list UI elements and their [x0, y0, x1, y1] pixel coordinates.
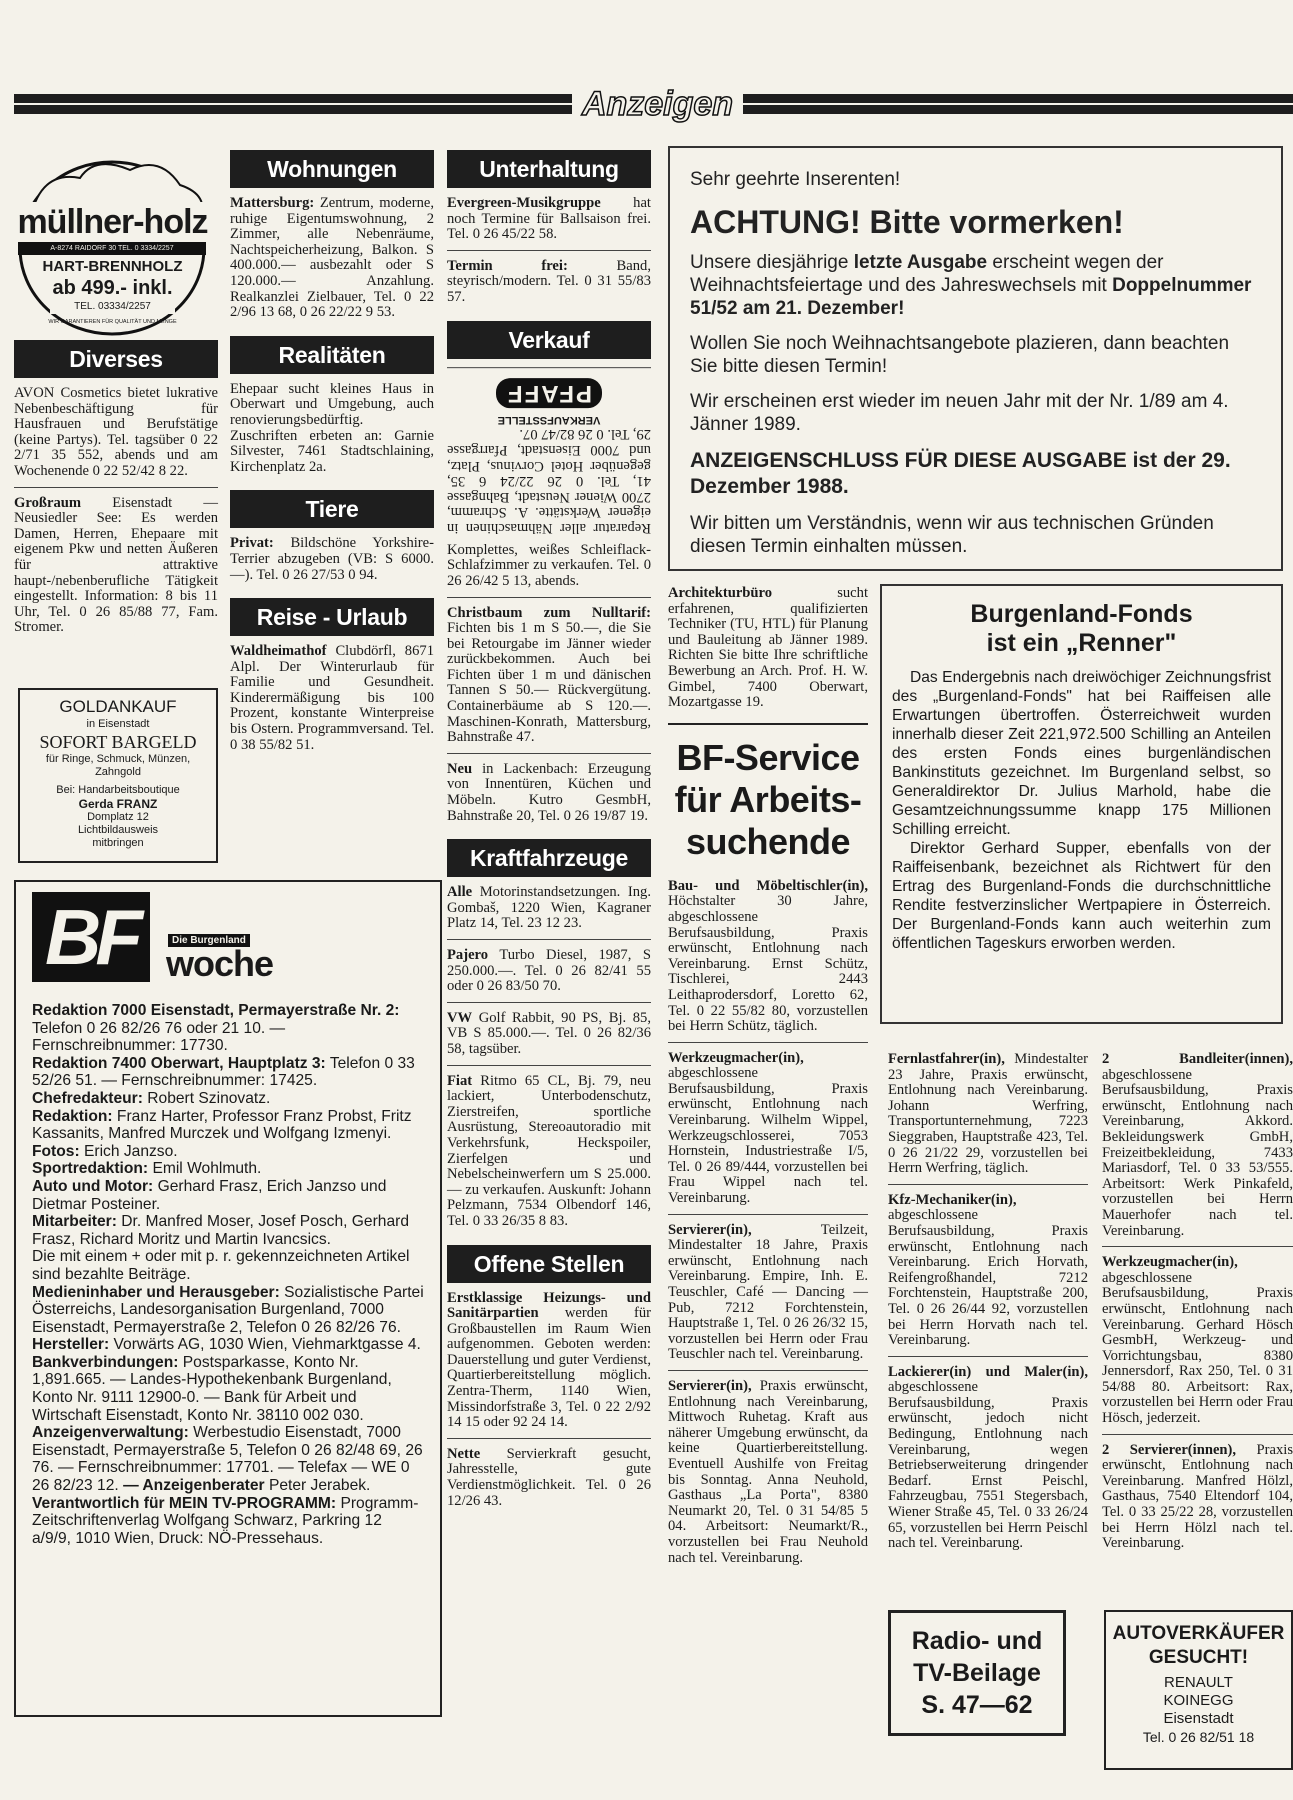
bf-service-title: BF-Service für Arbeits-suchende: [674, 736, 862, 862]
ad-neu: Neu in Lackenbach: Erzeugung von Innentüren, Küchen und Möbeln. Kutro GesmbH, Bahnstraße 20, Tel. 0 26 19/87 19.: [447, 760, 651, 824]
column-6: [1102, 1052, 1293, 1567]
fonds-p1: Das Endergebnis nach dreiwöchiger Zeichnungsfrist des „Burgenland-Fonds" hat bei Raiffeisen alle Erwartungen übertroffen. Österreichweit wurden innerhalb dieser Zeit 221,972.500 Schilling an Anteilen des ersten Fonds eines burgenländischen Bankinstituts gezeichnet. Im Burgenland selbst, so Generaldirektor Dr. Julius Marhold, habe die Gesamtzeichnungssumme knapp 175 Millionen Schilling erreicht.: [892, 669, 1271, 838]
fonds-title-2: ist ein „Renner": [986, 629, 1177, 657]
radio-tv-beilage: Radio- und TV-Beilage S. 47—62: [888, 1610, 1066, 1736]
ad-vw-golf: VW Golf Rabbit, 90 PS, Bj. 85, VB S 85.000.—. Tel. 0 26 82/36 58, tagsüber.: [447, 1011, 651, 1066]
header-verkauf: Verkauf: [447, 321, 651, 359]
fonds-p2: Direktor Gerhard Supper, ebenfalls von der Raiffeisenbank, bezeichnet als Richtwert für den Ertrag des Burgenland-Fonds die durchschnittliche Rendite festverzinslicher Wertpapiere in Österreich. Der Burgenland-Fonds kann auch weiterhin zum öffentlichen Tageskurs erworben werden.: [892, 840, 1271, 952]
ad-bandleiter: 2 Bandleiter(innen), abgeschlossene Berufsausbildung, Praxis erwünscht, Entlohnung nach Vereinbarung, Akkord. Bekleidungswerk GmbH, Freizeitbekleidung, 7433 Mariasdorf, Tel. 0 33 53/555. Arbeitsort: Werk Pinkafeld, vorzustellen bei Herrn Mauerhofer nach tel. Vereinbarung.: [1102, 1052, 1293, 1247]
ad-servierer-3: 2 Servierer(innen), Praxis erwünscht, Entlohnung nach Vereinbarung. Manfred Hölzl, Gasthaus, 7540 Eltendorf 104, Tel. 0 33 25/22 28, vorzustellen bei Herrn Hölzl nach tel. Vereinbarung.: [1102, 1441, 1293, 1552]
goldankauf-box: GOLDANKAUF in Eisenstadt SOFORT BARGELD für Ringe, Schmuck, Münzen, Zahngold Bei: Handarbeitsboutique Gerda FRANZ Domplatz 12 Lichtbildausweis mitbringen: [18, 688, 218, 863]
notice-p2: Wollen Sie noch Weihnachtsangebote plazieren, dann beachten Sie bitte diesen Termin!: [690, 333, 1230, 377]
header-kraftfahrzeuge: Kraftfahrzeuge: [447, 839, 651, 877]
header-unterhaltung: Unterhaltung: [447, 150, 651, 188]
autoverkaeufer-ad: AUTOVERKÄUFER GESUCHT! RENAULT KOINEGG Eisenstadt Tel. 0 26 82/51 18: [1104, 1610, 1293, 1770]
column-2: [230, 150, 434, 768]
ad-servierkraft: Nette Servierkraft gesucht, Jahresstelle, gute Verdienstmöglichkeit. Tel. 0 26 12/26 43.: [447, 1445, 651, 1509]
notice-headline: ACHTUNG! Bitte vormerken!: [690, 204, 1124, 240]
fonds-title-1: Burgenland-Fonds: [970, 600, 1193, 628]
ad-tischler: Bau- und Möbeltischler(in), Höchstalter 30 Jahre, abgeschlossene Berufsausbildung, Praxis erwünscht, Entlohnung nach Vereinbarung. Ernst Schütz, Tischlerei, 2443 Leithaprodersdorf, Loretto 62, Tel. 0 22 55/82 80, vorzustellen bei Herrn Schütz, täglich.: [668, 879, 868, 1043]
ad-servierer-1: Servierer(in), Teilzeit, Mindestalter 18 Jahre, Praxis erwünscht, Entlohnung nach Vereinbarung. Empire, Inh. E. Teuschler, Café — Dancing — Pub, 7212 Forchtenstein, Hauptstraße 1, Tel. 0 26 26/32 15, vorzustellen bei Herrn oder Frau Teuschler nach tel. Vereinbarung.: [668, 1223, 868, 1371]
section-title: Anzeigen: [581, 85, 734, 123]
ad-mattersburg: Mattersburg: Zentrum, moderne, ruhige Eigentumswohnung, 2 Zimmer, alle Nebenräume, Nachtspeicherheizung, Balkon. S 400.000.— ausbezahlt oder S 120.000.— Anzahlung. Realkanzlei Zielbauer, Tel. 0 22 2/96 13 68, 0 26 22/22 9 53.: [230, 195, 434, 321]
ad-werkzeugmacher-1: Werkzeugmacher(in), abgeschlossene Berufsausbildung, Praxis erwünscht, Entlohnung nach Vereinbarung. Wilhelm Wippel, Werkzeugschlosserei, 7053 Hornstein, Industriestraße I/5, Tel. 0 26 89/444, vorzustellen bei Frau Wippel nach tel. Vereinbarung.: [668, 1051, 868, 1215]
ad-heizung: Erstklassige Heizungs- und Sanitärpartien werden für Großbaustellen im Raum Wien aufgenommen. Geboten werden: Dauerstellung und guter Verdienst, Quartierbereitstellung möglich. Zentra-Therm, 1140 Wien, Missindorfstraße 3, Tel. 0 22 2/92 14 15 oder 92 24 14.: [447, 1291, 651, 1439]
ad-komplettes: Komplettes, weißes Schleiflack-Schlafzimmer zu verkaufen. Tel. 0 26 26/42 5 13, abends.: [447, 543, 651, 598]
ad-grossraum: Großraum Eisenstadt — Neusiedler See: Es werden Damen, Herren, Ehepaare mit eigenem Pkw und netten Äußeren für attraktive haupt-/nebenberufliche Tätigkeit eingestellt. Information: 8 bis 11 Uhr, Tel. 0 26 85/88 77, Fam. Stromer.: [14, 494, 218, 636]
column-1: [14, 340, 218, 651]
burgenland-fonds-article: [880, 584, 1283, 1024]
ad-avon: AVON Cosmetics bietet lukrative Nebenbeschäftigung für Hausfrauen und Berufstätige (keine Partys). Tel. tagsüber 0 22 2/71 35 552, abends und am Wochenende 0 22 52/42 8 22.: [14, 386, 218, 488]
column-4: [668, 586, 868, 1581]
ad-privat: Privat: Bildschöne Yorkshire-Terrier abzugeben (VB: S 6000.—). Tel. 0 26 27/53 0 94.: [230, 535, 434, 583]
column-3: [447, 150, 651, 1524]
bf-logo-mark: BF: [32, 892, 150, 982]
logo-small-text: A-8274 RAIDORF 30 TEL. 0 3334/2257: [50, 245, 174, 252]
bf-logo-word: woche: [166, 943, 274, 984]
bf-impressum: [14, 880, 442, 1717]
pfaff-text: Reparatur aller Nähmaschinen in eigener Werkstätte. A. Schramm, 2700 Wiener Neustadt, Bahngasse 41, Tel. 0 26 22/24 6 35, gegenüber Hotel Corvinus, Platz, und 7000 Eisenstadt, Pfarrgasse 29, Tel. 0 26 82/47 07.: [447, 426, 651, 536]
notice-p1: Unsere diesjährige letzte Ausgabe erscheint wegen der Weihnachtsfeiertage und des Jahreswechsels mit Doppelnummer 51/52 am 21. Dezember!: [690, 252, 1252, 319]
header-offene-stellen: Offene Stellen: [447, 1245, 651, 1283]
notice-p4: ANZEIGENSCHLUSS FÜR DIESE AUSGABE ist der 29. Dezember 1988.: [690, 449, 1231, 498]
bf-logo-small: Die Burgenland: [168, 934, 250, 947]
header-realitaeten: Realitäten: [230, 336, 434, 374]
ad-pajero: Pajero Turbo Diesel, 1987, S 250.000.—. Tel. 0 26 82/41 55 oder 0 26 83/50 70.: [447, 948, 651, 1003]
header-tiere: Tiere: [230, 490, 434, 528]
notice-p3: Wir erscheinen erst wieder im neuen Jahr mit der Nr. 1/89 am 4. Jänner 1989.: [690, 391, 1229, 435]
header-rule-right: [743, 94, 1293, 114]
notice-box: [668, 146, 1283, 571]
logo-line2: ab 499.- inkl.: [52, 277, 173, 299]
ad-servierer-2: Servierer(in), Praxis erwünscht, Entlohnung nach Vereinbarung, Mittwoch Ruhetag. Kraft aus näherer Umgebung erwünscht, da keine Quartierbereitstellung. Eventuell Aushilfe von Freitag bis Sonntag. Anna Neuhold, Gasthaus „La Porta", 8380 Neumarkt 20, Tel. 0 31 54/85 5 04. Arbeitsort: Neumarkt/R., vorzustellen bei Frau Neuhold nach tel. Vereinbarung.: [668, 1377, 868, 1566]
header-rule-left: [14, 94, 572, 114]
ad-evergreen: Evergreen-Musikgruppe hat noch Termine für Ballsaison frei. Tel. 0 26 45/22 58.: [447, 196, 651, 251]
logo-ring-text: WIR GARANTIEREN FÜR QUALITÄT UND MENGE: [48, 319, 177, 325]
logo-brand: müllner-holz: [17, 203, 208, 241]
ad-waldheimathof: Waldheimathof Clubdörfl, 8671 Alpl. Der Winterurlaub für Familie und Gesundheit. Kinderermäßigung bis 100 Prozent, konstante Winterpreise bis Ostern. Programmversand. Tel. 0 38 55/82 51.: [230, 643, 434, 753]
header-wohnungen: Wohnungen: [230, 150, 434, 188]
pfaff-sub: VERKAUFSSTELLE: [497, 413, 601, 426]
ad-architekturbuero: Architekturbüro sucht erfahrenen, qualifizierten Techniker (TU, HTL) für Planung und Bauleitung ab Jänner 1989. Richten Sie bitte Ihre schriftliche Bewerbung an Arch. Prof. H. W. Gimbel, 7400 Oberwart, Mozartgasse 19.: [668, 586, 868, 725]
pfaff-logo: PFAFF: [447, 378, 651, 408]
ad-fernlastfahrer: Fernlastfahrer(in), Mindestalter 23 Jahre, Praxis erwünscht, Entlohnung nach Vereinbarung. Johann Werfring, Transportunternehmung, 7223 Sieggraben, Hauptstraße 423, Tel. 0 26 21/22 29, vorzustellen bei Herrn Werfring, täglich.: [888, 1052, 1088, 1185]
bf-logo: [32, 892, 424, 1002]
ad-christbaum: Christbaum zum Nulltarif: Fichten bis 1 m S 50.—, die Sie bei Retourgabe im Jänner wieder zurückbekommen. Auch bei Fichten über 1 m und dänischen Tannen S 50.— Rückvergütung. Containerbäume ab S 120.—. Maschinen-Konrath, Mattersburg, Bahnstraße 47.: [447, 606, 651, 754]
bf-impressum-text: Redaktion 7000 Eisenstadt, Permayerstraße Nr. 2: Telefon 0 26 82/26 76 oder 21 10. — Fernschreibnummer: 17730. Redaktion 7400 Oberwart, Hauptplatz 3: Telefon 0 33 52/26 51. — Fernschreibnummer: 17425. Chefredakteur: Robert Szinovatz. Redaktion: Franz Harter, Professor Franz Probst, Fritz Kassanits, Manfred Murczek und Wolfgang Izmenyi. Fotos: Erich Janzso. Sportredaktion: Emil Wohlmuth. Auto und Motor: Gerhard Frasz, Erich Janzso und Dietmar Posteiner. Mitarbeiter: Dr. Manfred Moser, Josef Posch, Gerhard Frasz, Richard Moritz und Martin Ivancsics. Die mit einem + oder mit p. r. gekennzeichneten Artikel sind bezahlte Beiträge. Medieninhaber und Herausgeber: Sozialistische Partei Österreichs, Landesorganisation Burgenland, 7000 Eisenstadt, Permayerstraße 2, Telefon 0 26 82/26 76. Hersteller: Vorwärts AG, 1030 Wien, Viehmarktgasse 4. Bankverbindungen: Postsparkasse, Konto Nr. 1,891.665. — Landes-Hypothekenbank Burgenland, Konto Nr. 9111 12900-0. — Bank für Arbeit und Wirtschaft Eisenstadt, Konto Nr. 38110 002 030. Anzeigenverwaltung: Werbestudio Eisenstadt, 7000 Eisenstadt, Permayerstraße 5, Telefon 0 26 82/48 69, 26 76. — Fernschreibnummer: 17701. — Telefax — WE 0 26 82/23 12. — Anzeigenberater Peter Jerabek. Verantwortlich für MEIN TV-PROGRAMM: Programm-Zeitschriftenverlag Wolfgang Schwarz, Parkring 12 a/9/9, 1010 Wien, Druck: NÖ-Pressehaus.: [32, 1002, 424, 1547]
logo-tel: TEL. 03334/2257: [74, 301, 151, 312]
ad-motorinstandsetzung: Alle Motorinstandsetzungen. Ing. Gombaš, 1220 Wien, Kagraner Platz 14, Tel. 23 12 23.: [447, 885, 651, 940]
ad-termin-frei: Termin frei: Band, steyrisch/modern. Tel. 0 31 55/83 57.: [447, 257, 651, 305]
ad-pfaff: [447, 367, 651, 535]
notice-p5: Wir bitten um Verständnis, wenn wir aus technischen Gründen diesen Termin einhalten müssen.: [690, 513, 1214, 557]
notice-greeting: Sehr geehrte Inserenten!: [690, 169, 901, 190]
logo-line1: HART-BRENNHOLZ: [42, 258, 183, 275]
ad-ehepaar: Ehepaar sucht kleines Haus in Oberwart und Umgebung, auch renovierungsbedürftig. Zuschriften erbeten an: Garnie Silvester, 7461 Stadtschlaining, Kirchenplatz 2a.: [230, 380, 434, 475]
muellner-holz-logo: [10, 150, 215, 340]
ad-lackierer: Lackierer(in) und Maler(in), abgeschlossene Berufsausbildung, Praxis erwünscht, jedoch nicht Bedingung, Entlohnung nach Vereinbarung, wegen Betriebserweiterung dringender Bedarf. Ernst Peischl, Fahrzeugbau, 7551 Stegersbach, Wiener Straße 45, Tel. 0 33 26/24 65, vorzustellen bei Herrn Peischl nach tel. Vereinbarung.: [888, 1363, 1088, 1552]
ad-fiat: Fiat Ritmo 65 CL, Bj. 79, neu lackiert, Unterbodenschutz, Zierstreifen, sportliche Ausrüstung, Stereoautoradio mit Verkehrsfunk, Heckspoiler, Zierfelgen und Nebelscheinwerfern um S 25.000.— zu verkaufen. Auskunft: Johann Pelzmann, 7534 Olbendorf 146, Tel. 0 33 26/35 8 83.: [447, 1072, 651, 1229]
header-diverses: Diverses: [14, 340, 218, 378]
header-reise-urlaub: Reise - Urlaub: [230, 598, 434, 636]
ad-kfz-mechaniker: Kfz-Mechaniker(in), abgeschlossene Berufsausbildung, Praxis erwünscht, Entlohnung nach Vereinbarung. Erich Horvath, Reifengroßhandel, 7212 Forchtenstein, Hauptstraße 200, Tel. 0 26 26/44 92, vorzustellen bei Herrn Horvath nach tel. Vereinbarung.: [888, 1193, 1088, 1357]
column-5: [888, 1052, 1088, 1567]
ad-werkzeugmacher-2: Werkzeugmacher(in), abgeschlossene Berufsausbildung, Praxis erwünscht, Entlohnung nach Vereinbarung. Gerhard Hösch GesmbH, Werkzeug- und Vorrichtungsbau, 8380 Jennersdorf, Rax 250, Tel. 0 31 54/88 80. Arbeitsort: Rax, vorzustellen bei Herrn oder Frau Hösch, jederzeit.: [1102, 1255, 1293, 1435]
